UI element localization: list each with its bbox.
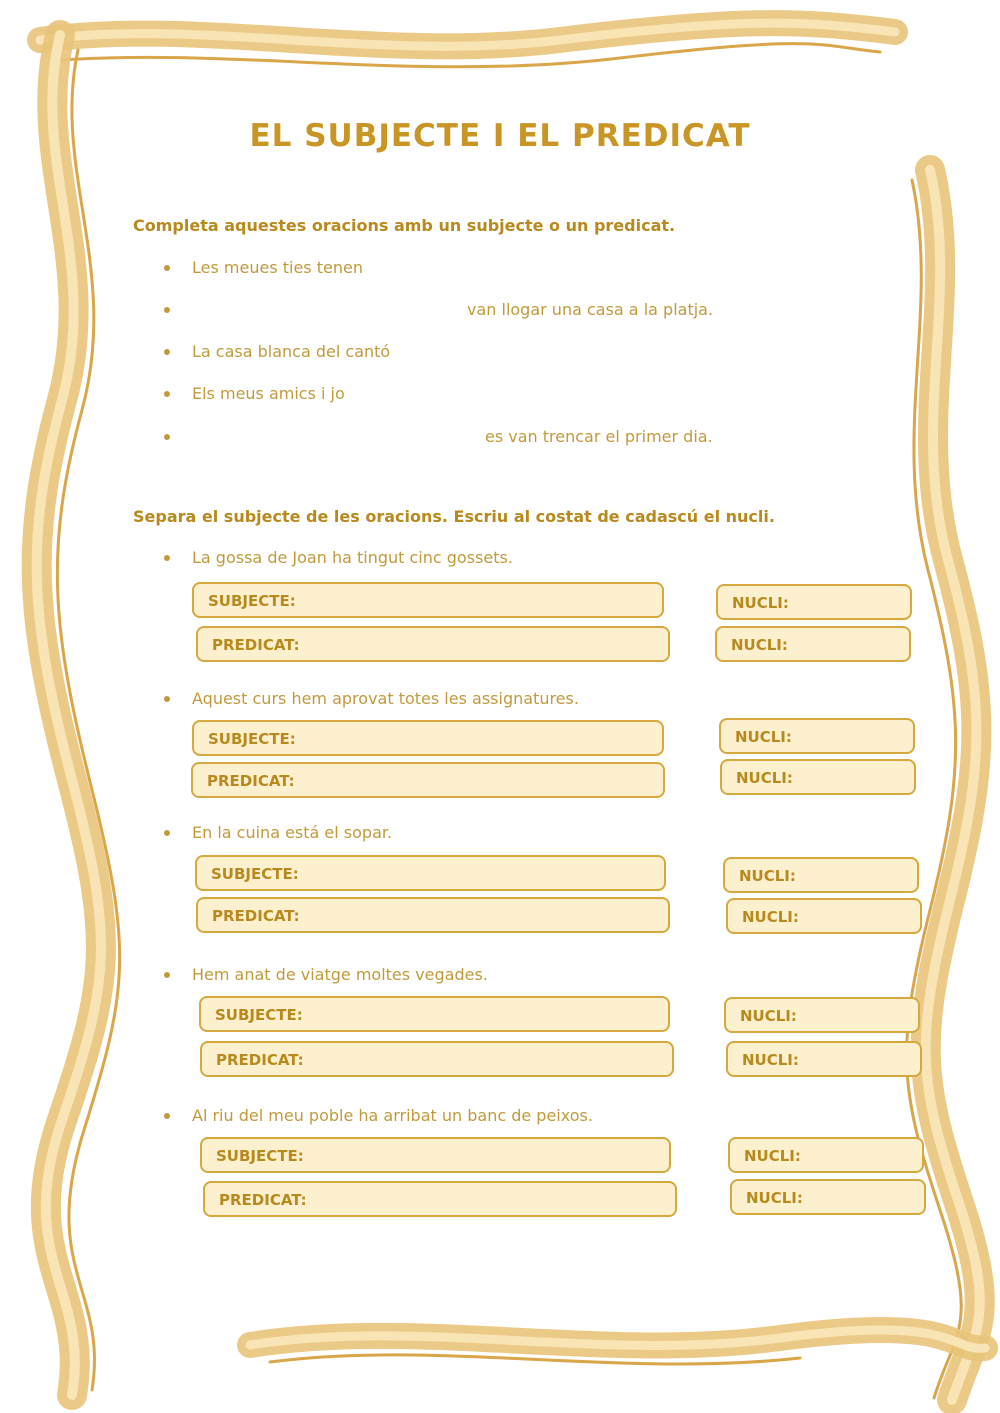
subject-nucleus-input[interactable]: NUCLI: <box>728 1137 924 1173</box>
subject-input[interactable]: SUBJECTE: <box>192 582 664 618</box>
subject-input[interactable]: SUBJECTE: <box>195 855 666 891</box>
completion-item: es van trencar el primer dia. <box>485 427 713 446</box>
section2-instruction: Separa el subjecte de les oracions. Escriu al costat de cadascú el nucli. <box>133 507 775 526</box>
bullet <box>164 434 170 440</box>
sentence-text: En la cuina está el sopar. <box>192 823 393 842</box>
completion-item: Les meues ties tenen <box>192 258 363 277</box>
predicate-nucleus-input[interactable]: NUCLI: <box>726 898 922 934</box>
predicate-input[interactable]: PREDICAT: <box>200 1041 674 1077</box>
predicate-nucleus-input[interactable]: NUCLI: <box>715 626 911 662</box>
subject-nucleus-input[interactable]: NUCLI: <box>724 997 920 1033</box>
subject-input[interactable]: SUBJECTE: <box>200 1137 671 1173</box>
bullet <box>164 391 170 397</box>
section1-instruction: Completa aquestes oracions amb un subjecte o un predicat. <box>133 216 676 235</box>
predicate-input[interactable]: PREDICAT: <box>191 762 665 798</box>
subject-input[interactable]: SUBJECTE: <box>192 720 664 756</box>
sentence-text: Hem anat de viatge moltes vegades. <box>192 965 488 984</box>
bullet <box>164 830 170 836</box>
bullet <box>164 1113 170 1119</box>
subject-nucleus-input[interactable]: NUCLI: <box>719 718 915 754</box>
bullet <box>164 696 170 702</box>
sentence-text: Aquest curs hem aprovat totes les assignatures. <box>192 689 579 708</box>
completion-item: La casa blanca del cantó <box>192 342 391 361</box>
predicate-nucleus-input[interactable]: NUCLI: <box>730 1179 926 1215</box>
bullet <box>164 349 170 355</box>
predicate-input[interactable]: PREDICAT: <box>196 897 670 933</box>
subject-nucleus-input[interactable]: NUCLI: <box>723 857 919 893</box>
subject-input[interactable]: SUBJECTE: <box>199 996 670 1032</box>
subject-nucleus-input[interactable]: NUCLI: <box>716 584 912 620</box>
predicate-input[interactable]: PREDICAT: <box>196 626 670 662</box>
page-title: EL SUBJECTE I EL PREDICAT <box>249 118 751 154</box>
sentence-text: Al riu del meu poble ha arribat un banc de peixos. <box>192 1106 593 1125</box>
predicate-input[interactable]: PREDICAT: <box>203 1181 677 1217</box>
sentence-text: La gossa de Joan ha tingut cinc gossets. <box>192 548 513 567</box>
bullet <box>164 307 170 313</box>
bullet <box>164 555 170 561</box>
completion-item: Els meus amics i jo <box>192 384 345 403</box>
bullet <box>164 265 170 271</box>
predicate-nucleus-input[interactable]: NUCLI: <box>726 1041 922 1077</box>
predicate-nucleus-input[interactable]: NUCLI: <box>720 759 916 795</box>
bullet <box>164 972 170 978</box>
completion-item: van llogar una casa a la platja. <box>467 300 714 319</box>
